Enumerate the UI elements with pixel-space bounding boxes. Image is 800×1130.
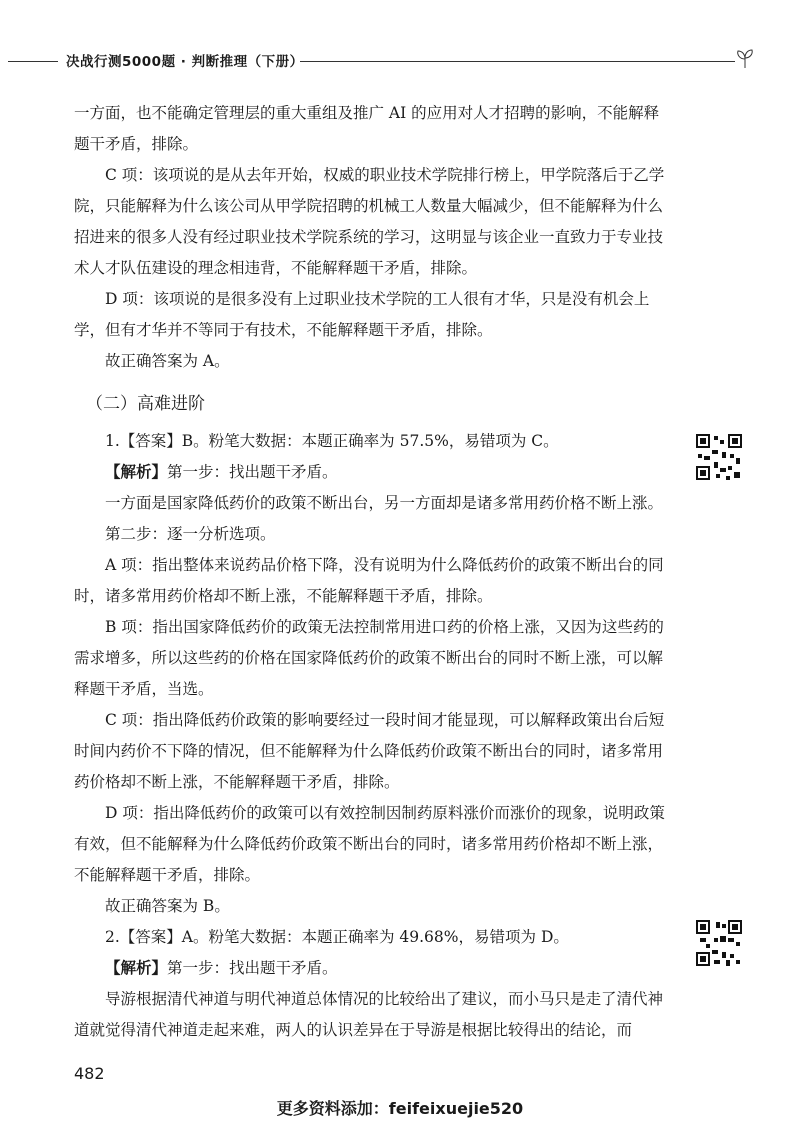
section-heading: （二）高难进阶 — [86, 394, 205, 414]
analysis-step1: 第一步：找出题干矛盾。 — [167, 959, 338, 977]
book-title: 决战行测5000题 · 判断推理（下册） — [66, 54, 304, 70]
paragraph-option-d: D 项：该项说的是很多没有上过职业技术学院的工人很有才华，只是没有机会上学，但有才华并不等同于有技术，不能解释题干矛盾，排除。 — [74, 290, 650, 339]
sprout-icon — [734, 48, 756, 70]
q2-analysis — [74, 953, 674, 984]
paragraph-option-c: C 项：该项说的是从去年开始，权威的职业技术学院排行榜上，甲学院落后于乙学院，只能解释为什么该公司从甲学院招聘的机械工人数量大幅减少，但不能解释为什么招进来的很多人没有经过职业技术学院系统的学习，这明显与该企业一直致力于专业技术人才队伍建设的理念相违背，不能解释题干矛盾，排除。 — [74, 166, 665, 277]
running-header — [0, 48, 800, 72]
analysis-label: 【解析】 — [105, 959, 168, 977]
q1-option-a: A 项：指出整体来说药品价格下降，没有说明为什么降低药价的政策不断出台的同时，诸多常用药价格却不断上涨，不能解释题干矛盾，排除。 — [74, 556, 664, 605]
q1-step1-text: 一方面是国家降低药价的政策不断出台，另一方面却是诸多常用药价格不断上涨。 — [105, 494, 664, 512]
qr-code-icon[interactable] — [694, 918, 744, 968]
q2-answer: 2.【答案】A。粉笔大数据：本题正确率为 49.68%，易错项为 D。 — [105, 928, 569, 946]
header-rule-left — [8, 61, 58, 62]
q1-analysis — [74, 457, 674, 488]
q1-conclusion: 故正确答案为 B。 — [105, 897, 230, 915]
paragraph-continuation: 一方面，也不能确定管理层的重大重组及推广 AI 的应用对人才招聘的影响，不能解释题干矛盾，排除。 — [74, 104, 660, 153]
analysis-label: 【解析】 — [105, 463, 168, 481]
q1-answer: 1.【答案】B。粉笔大数据：本题正确率为 57.5%，易错项为 C。 — [105, 432, 559, 450]
page-body — [74, 98, 674, 1046]
q2-text: 导游根据清代神道与明代神道总体情况的比较给出了建议，而小马只是走了清代神道就觉得清代神道走起来难，两人的认识差异在于导游是根据比较得出的结论，而 — [74, 990, 664, 1039]
analysis-step1: 第一步：找出题干矛盾。 — [167, 463, 338, 481]
footer-note: 更多资料添加：feifeixuejie520 — [276, 1099, 524, 1118]
q1-option-d: D 项：指出降低药价的政策可以有效控制因制药原料涨价而涨价的现象，说明政策有效，但不能解释为什么降低药价政策不断出台的同时，诸多常用药价格却不断上涨，不能解释题干矛盾，排除。 — [74, 804, 665, 884]
page-number: 482 — [74, 1064, 105, 1083]
q1-option-c: C 项：指出降低药价政策的影响要经过一段时间才能显现，可以解释政策出台后短时间内药价不下降的情况，但不能解释为什么降低药价政策不断出台的同时，诸多常用药价格却不断上涨，不能解释题干矛盾，排除。 — [74, 711, 665, 791]
q1-option-b: B 项：指出国家降低药价的政策无法控制常用进口药的价格上涨，又因为这些药的需求增多，所以这些药的价格在国家降低药价的政策不断出台的同时不断上涨，可以解释题干矛盾，当选。 — [74, 618, 664, 698]
header-rule-right — [300, 61, 735, 62]
q1-step2: 第二步：逐一分析选项。 — [105, 525, 276, 543]
qr-code-icon[interactable] — [694, 432, 744, 482]
paragraph-conclusion: 故正确答案为 A。 — [105, 352, 230, 370]
